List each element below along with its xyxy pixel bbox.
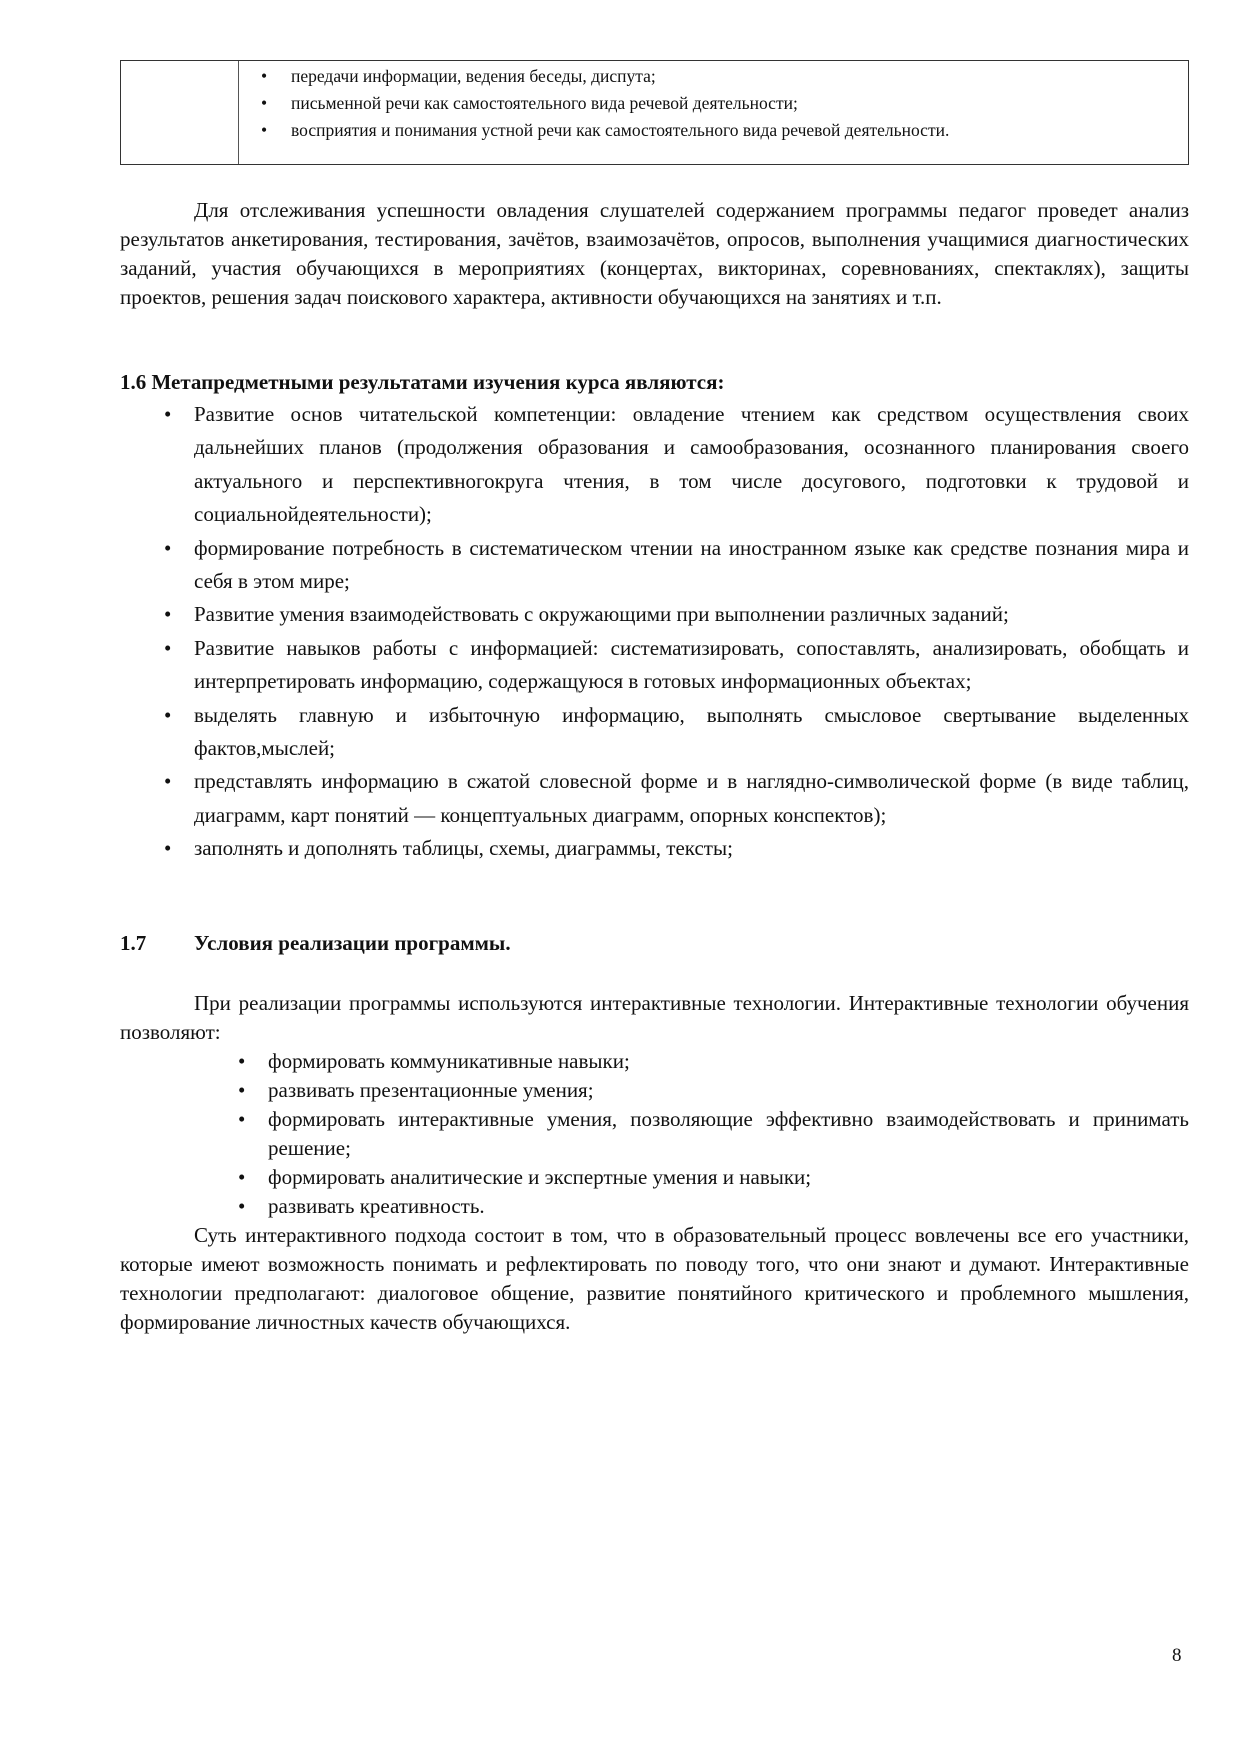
list-item: • Развитие умения взаимодействовать с окружающими при выполнении различных заданий; — [194, 598, 1189, 631]
list-item: • передачи информации, ведения беседы, диспута; — [261, 63, 949, 90]
section-1-6-heading: 1.6 Метапредметными результатами изучения курса являются: — [120, 370, 725, 394]
list-item: • развивать презентационные умения; — [268, 1076, 1189, 1105]
section-1-7-number: 1.7 — [120, 931, 147, 955]
section-1-7-intro: При реализации программы используются интерактивные технологии. Интерактивные технологии обучения позволяют: — [120, 991, 1189, 1044]
table-column-divider — [238, 61, 239, 164]
list-item: • Развитие навыков работы с информацией: систематизировать, сопоставлять, анализировать, обобщать и интерпретировать информацию, содержащуюся в готовых информационных объектах; — [194, 632, 1189, 699]
list-item: • формирование потребность в систематическом чтении на иностранном языке как средстве познания мира и себя в этом мире; — [194, 532, 1189, 599]
list-item: • заполнять и дополнять таблицы, схемы, диаграммы, тексты; — [194, 832, 1189, 865]
list-item: • выделять главную и избыточную информацию, выполнять смысловое свертывание выделенных фактов,мыслей; — [194, 699, 1189, 766]
list-item: • Развитие основ читательской компетенции: овладение чтением как средством осуществления своих дальнейших планов (продолжения образования и самообразования, осознанного планирования своего актуального и перспективногокруга чтения, в том числе досугового, подготовки к трудовой и социальнойдеятельности); — [194, 398, 1189, 532]
section-1-6-list — [194, 398, 1189, 866]
section-1-7-outro: Суть интерактивного подхода состоит в том, что в образовательный процесс вовлечены все его участники, которые имеют возможность понимать и рефлектировать по поводу того, что они знают и думают. Интерактивные технологии предполагают: диалоговое общение, развитие понятийного критического и проблемного мышления, формирование личностных качеств обучающихся. — [120, 1223, 1189, 1334]
list-item: • развивать креативность. — [268, 1192, 1189, 1221]
table-fragment — [120, 60, 1189, 165]
section-1-7-list — [268, 1047, 1189, 1221]
list-item: • формировать коммуникативные навыки; — [268, 1047, 1189, 1076]
table-bullet-list — [261, 63, 949, 144]
list-item: • восприятия и понимания устной речи как самостоятельного вида речевой деятельности. — [261, 117, 949, 144]
list-item: • формировать интерактивные умения, позволяющие эффективно взаимодействовать и принимать решение; — [268, 1105, 1189, 1163]
list-item: • письменной речи как самостоятельного вида речевой деятельности; — [261, 90, 949, 117]
list-item: • представлять информацию в сжатой словесной форме и в наглядно-символической форме (в виде таблиц, диаграмм, карт понятий — концептуальных диаграмм, опорных конспектов); — [194, 765, 1189, 832]
section-1-7-heading: Условия реализации программы. — [194, 931, 511, 955]
list-item: • формировать аналитические и экспертные умения и навыки; — [268, 1163, 1189, 1192]
page-number: 8 — [1172, 1645, 1182, 1666]
assessment-paragraph: Для отслеживания успешности овладения слушателей содержанием программы педагог проведет анализ результатов анкетирования, тестирования, зачётов, взаимозачётов, опросов, выполнения учащимися диагностических заданий, участия обучающихся в мероприятиях (концертах, викторинах, соревнованиях, спектаклях), защиты проектов, решения задач поискового характера, активности обучающихся на занятиях и т.п. — [120, 198, 1189, 309]
